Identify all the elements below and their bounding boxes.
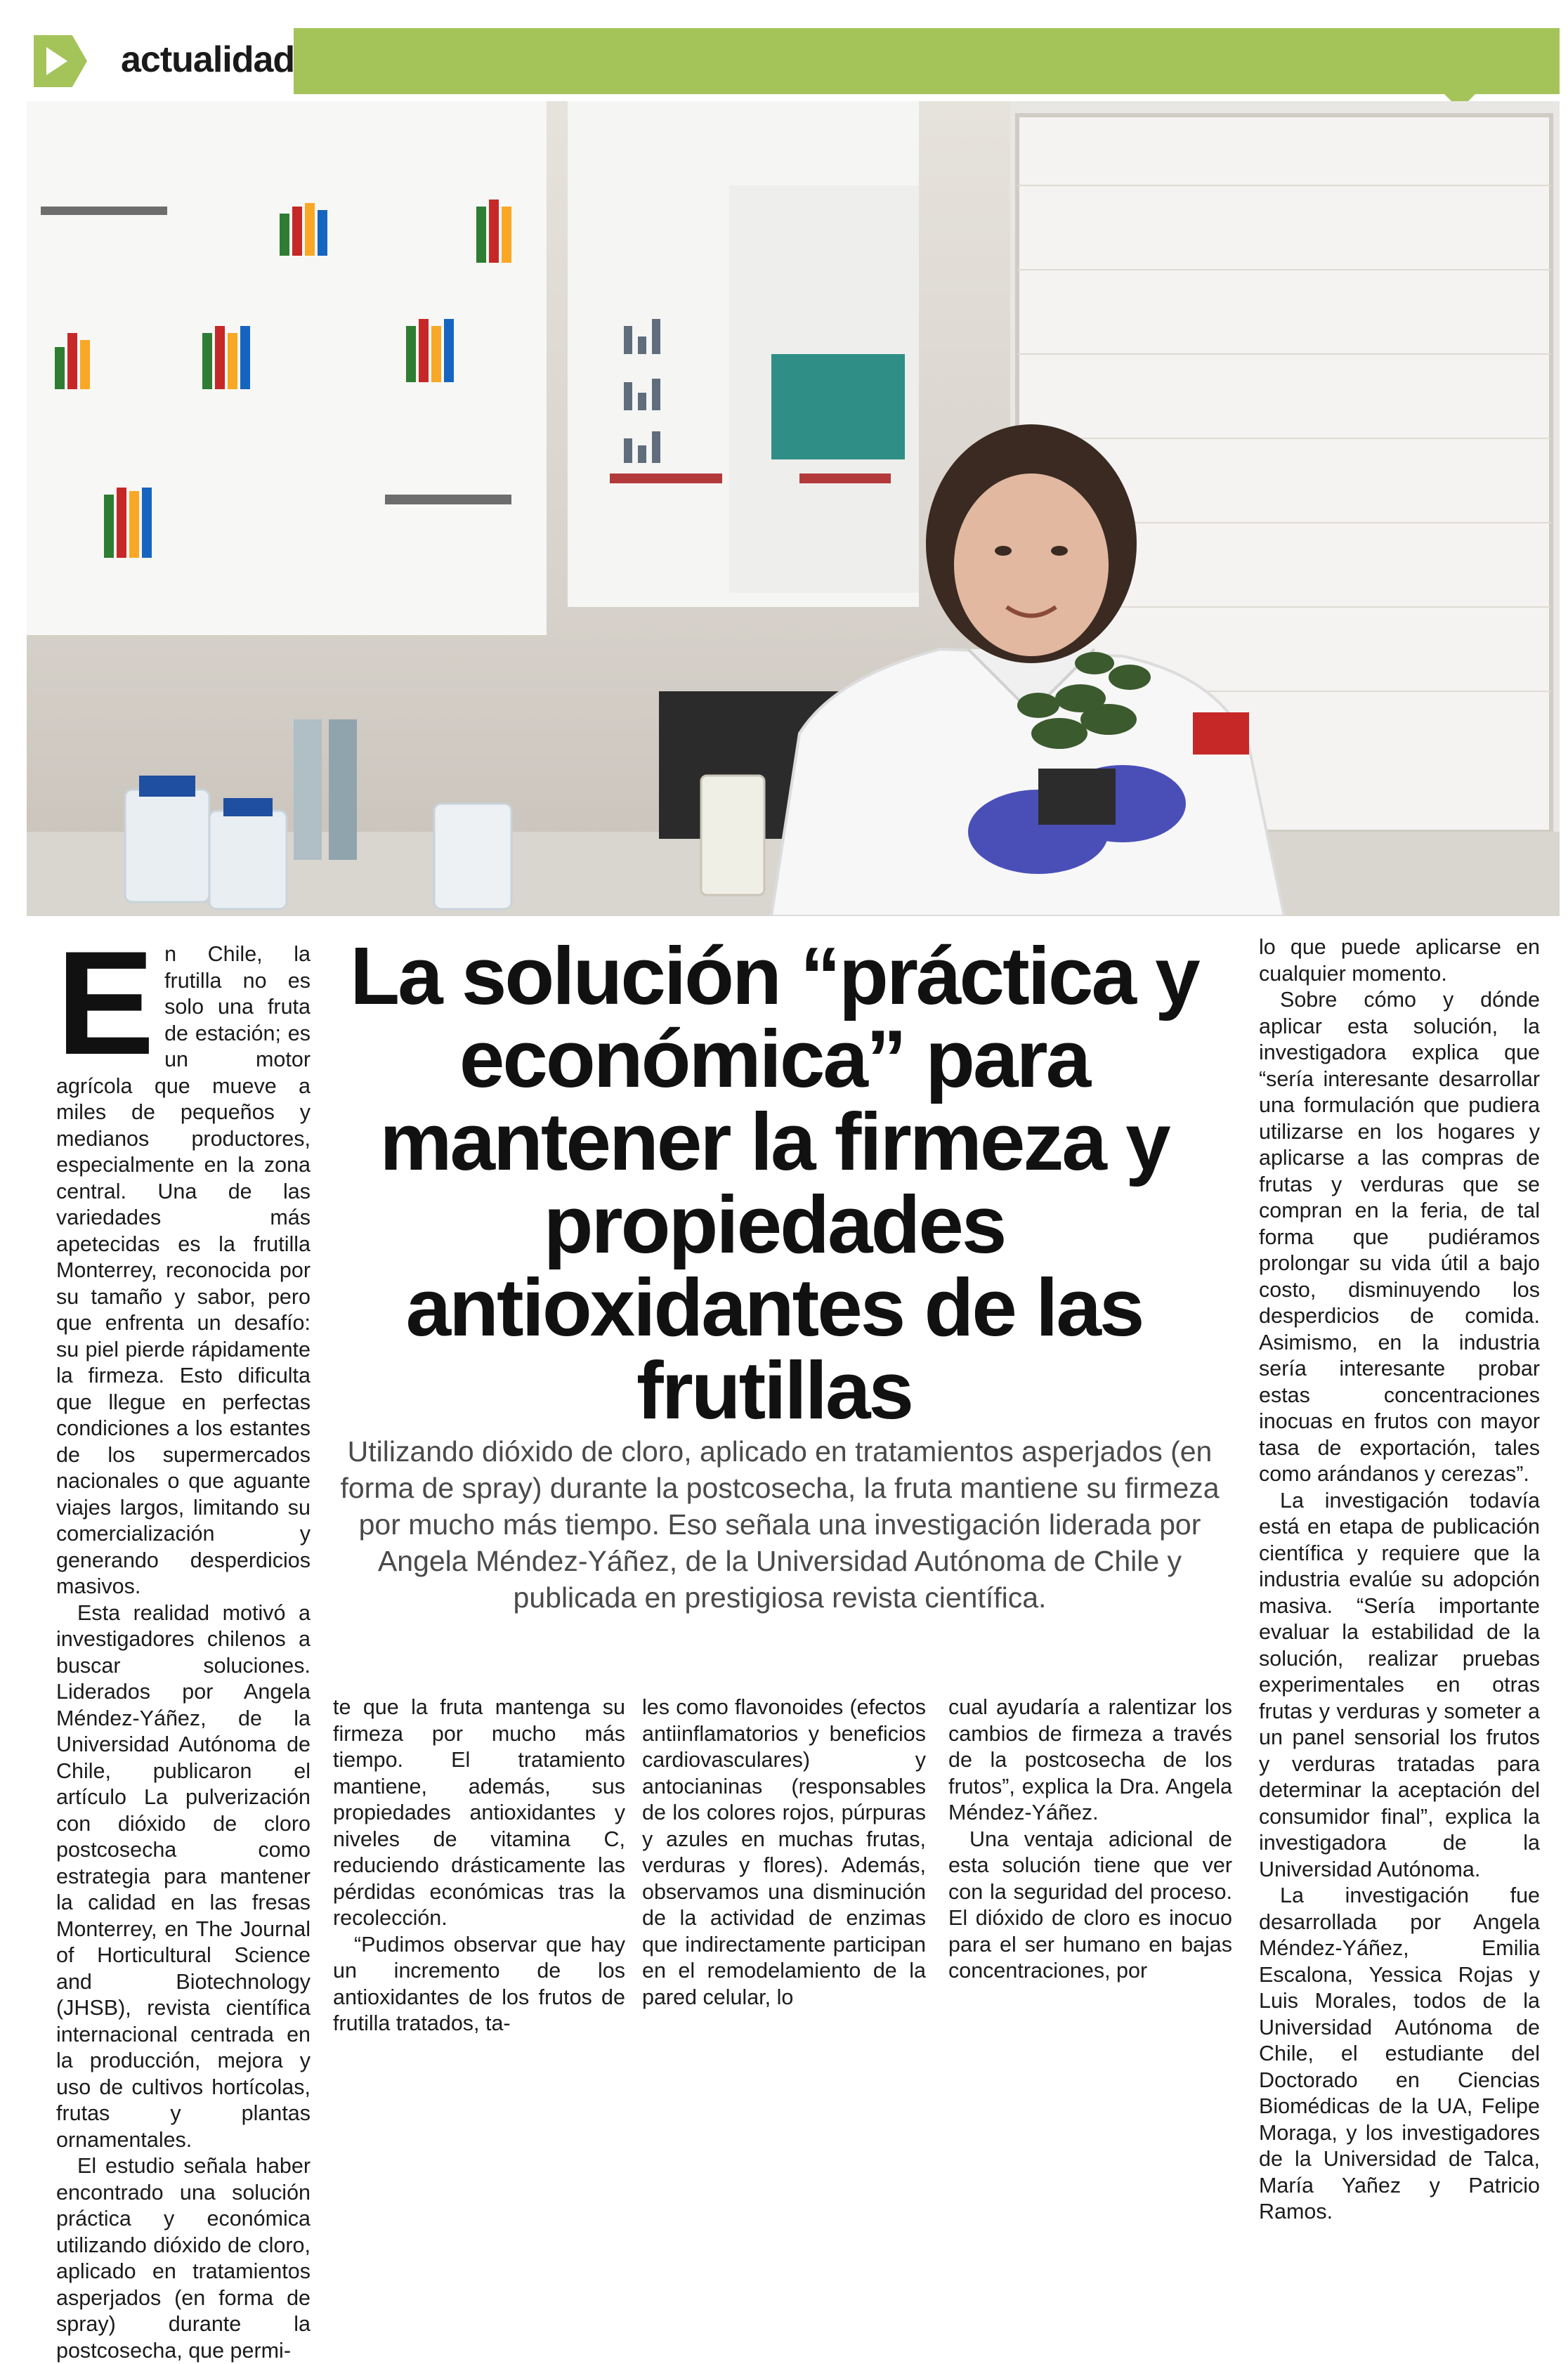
photo-scientist-lab-icon bbox=[27, 101, 1560, 916]
paragraph: cual ayudaría a ralentizar los cambios de firmeza a través de la postcosecha de los frutos”, explica la Dra. Angela Méndez-Yáñez. bbox=[948, 1695, 1232, 1824]
paragraph: n Chile, la frutilla no es solo una fruta de estación; es un motor agrícola que mueve a miles de pequeños y medianos productores, especialmente en la zona central. Una de las variedades más apetecidas es la frutilla Monterrey, reconocida por su tamaño y sabor, pero que enfrenta un desafío: su piel pierde rápidamente la firmeza. Esto dificulta que llegue en perfectas condiciones a los estantes de los supermercados nacionales o que aguante viajes largos, limitando su comercialización y generando desperdicios masivos. bbox=[56, 942, 311, 1598]
article-photo bbox=[27, 101, 1560, 916]
paragraph: El estudio señala haber encontrado una solución práctica y económica utilizando dióxido de cloro, aplicado en tratamientos asperjados (en forma de spray) durante la postcosecha, que permi- bbox=[56, 2154, 311, 2363]
paragraph: te que la fruta mantenga su firmeza por mucho más tiempo. El tratamiento mantiene, además, sus propiedades antioxidantes y niveles de vitamina C, reduciendo drásticamente las pérdidas económicas tras la recolección. bbox=[333, 1695, 625, 1930]
section-label: actualidad bbox=[121, 39, 295, 80]
dropcap: E bbox=[56, 920, 155, 1085]
article-column-4 bbox=[948, 1694, 1232, 1985]
paragraph: Esta realidad motivó a investigadores chilenos a buscar soluciones. Liderados por Angela Méndez-Yáñez, de la Universidad Autónoma de Chile, publicaron el artículo La pulverización con dióxido de cloro postcosecha como estrategia para mantener la calidad en las fresas Monterrey, en The Journal of Horticultural Science and Biotechnology (JHSB), revista científica internacional centrada en la producción, mejora y uso de cultivos hortícolas, frutas y plantas ornamentales. bbox=[56, 1600, 311, 2152]
article-column-3 bbox=[642, 1694, 926, 2011]
headline: La solución “práctica y económica” para mantener la firmeza y propiedades antioxidantes de las frutillas bbox=[350, 930, 1198, 1436]
article-column-5 bbox=[1259, 934, 1540, 2226]
paragraph: lo que puede aplicarse en cualquier momento. bbox=[1259, 935, 1540, 986]
article-column-1 bbox=[56, 920, 311, 2364]
paragraph: Una ventaja adicional de esta solución tiene que ver con la seguridad del proceso. El dióxido de cloro es inocuo para el ser humano en bajas concentraciones, por bbox=[948, 1827, 1232, 1983]
paragraph: La investigación fue desarrollada por Angela Méndez-Yáñez, Emilia Escalona, Yessica Rojas y Luis Morales, todos de la Universidad Autónoma de Chile, el estudiante del Doctorado en Ciencias Biomédicas de la UA, Felipe Moraga, y los investigadores de la Universidad de Talca, María Yañez y Patricio Ramos. bbox=[1259, 1883, 1540, 2223]
deck: Utilizando dióxido de cloro, aplicado en tratamientos asperjados (en forma de spray) durante la postcosecha, la fruta mantiene su firmeza por mucho más tiempo. Eso señala una investigación liderada por Angela Méndez-Yáñez, de la Universidad Autónoma de Chile y publicada en prestigiosa revista científica. bbox=[340, 1435, 1220, 1614]
article-column-2 bbox=[333, 1694, 625, 2037]
paragraph: Sobre cómo y dónde aplicar esta solución, la investigadora explica que “sería interesante desarrollar una formulación que pudiera utilizarse en los hogares y aplicarse a las compras de frutas y verduras que se compran en la feria, de tal forma que pudiéramos prolongar su vida útil a bajo costo, disminuyendo los desperdicios de comida. Asimismo, en la industria sería interesante probar estas concentraciones inocuas en frutos con mayor tasa de exportación, tales como arándanos y cerezas”. bbox=[1259, 988, 1540, 1486]
paragraph: La investigación todavía está en etapa de publicación científica y requiere que la industria evalúe su adopción masiva. “Sería importante evaluar la estabilidad de la solución, realizar pruebas experimentales en otras frutas y verduras y someter a un panel sensorial los frutos y verduras tratadas para determinar la aceptación del consumidor final”, explica la investigadora de la Universidad Autónoma. bbox=[1259, 1488, 1540, 1881]
paragraph: “Pudimos observar que hay un incremento de los antioxidantes de los frutos de frutilla tratados, ta- bbox=[333, 1932, 625, 2035]
paragraph: les como flavonoides (efectos antiinflamatorios y beneficios cardiovasculares) y antocianinas (responsables de los colores rojos, púrpuras y azules en muchas frutas, verduras y flores). Además, observamos una disminución de la actividad de enzimas que indirectamente participan en el remodelamiento de la pared celular, lo bbox=[642, 1695, 926, 2009]
